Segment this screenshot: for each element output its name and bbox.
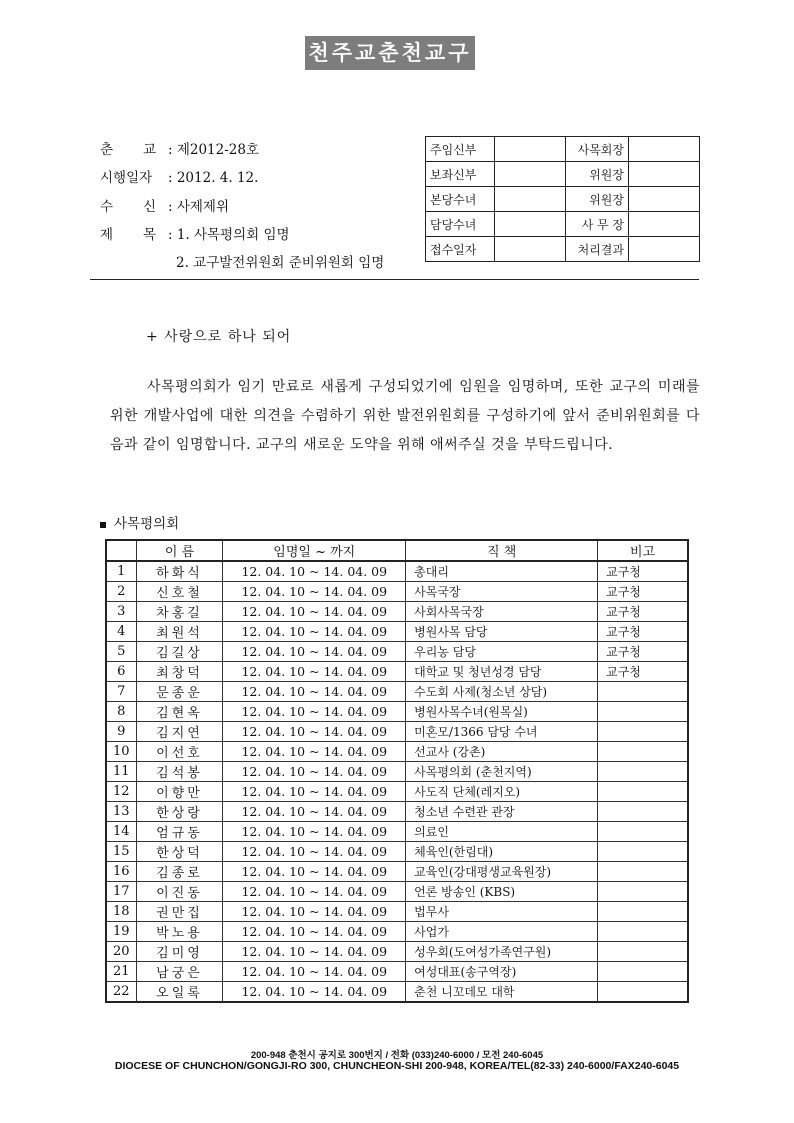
approval-label: 접수일자 [426,237,495,262]
approval-sign-box [629,187,700,212]
column-header: 직 책 [406,540,598,561]
member-name: 김지연 [136,722,223,742]
table-row [106,982,688,1003]
approval-sign-box [629,237,700,262]
recipient-label: 수 신 [100,199,156,215]
table-row [106,782,688,802]
approval-row [426,212,700,237]
date-row [100,166,258,186]
table-row [106,722,688,742]
approval-sign-box [495,162,566,187]
doc-number-row [100,138,259,158]
member-name: 김현옥 [136,702,223,722]
table-row [106,842,688,862]
row-number: 15 [106,842,136,862]
remark [598,962,688,982]
approval-sign-box [629,212,700,237]
term-period: 12. 04. 10 ~ 14. 04. 09 [223,682,406,702]
approval-label: 사 무 장 [566,212,629,237]
position: 우리농 담당 [406,642,598,662]
term-period: 12. 04. 10 ~ 14. 04. 09 [223,622,406,642]
approval-label: 주임신부 [426,137,495,162]
square-bullet-icon [100,522,106,528]
position: 청소년 수련관 관장 [406,802,598,822]
table-row [106,582,688,602]
remark [598,882,688,902]
approval-label: 위원장 [566,162,629,187]
table-row [106,862,688,882]
table-row [106,561,688,582]
row-number: 3 [106,602,136,622]
term-period: 12. 04. 10 ~ 14. 04. 09 [223,962,406,982]
row-number: 18 [106,902,136,922]
member-name: 하화식 [136,561,223,582]
date-label: 시행일자 [100,170,153,186]
row-number: 8 [106,702,136,722]
header-divider [90,279,699,280]
member-name: 김석봉 [136,762,223,782]
row-number: 21 [106,962,136,982]
position: 사목평의회 (춘천지역) [406,762,598,782]
row-number: 12 [106,782,136,802]
doc-number-label: 춘 교 [100,142,156,158]
position: 사도직 단체(레지오) [406,782,598,802]
table-row [106,882,688,902]
subject-label: 제 목 [100,227,156,243]
member-name: 박노용 [136,922,223,942]
approval-row [426,237,700,262]
term-period: 12. 04. 10 ~ 14. 04. 09 [223,822,406,842]
term-period: 12. 04. 10 ~ 14. 04. 09 [223,662,406,682]
remark [598,902,688,922]
member-name: 엄규동 [136,822,223,842]
position: 체육인(한림대) [406,842,598,862]
recipient: : 사제제위 [168,199,230,215]
table-row [106,802,688,822]
approval-label: 담당수녀 [426,212,495,237]
subject-line-1: : 1. 사목평의회 임명 [168,227,290,243]
row-number: 5 [106,642,136,662]
row-number: 19 [106,922,136,942]
approval-row [426,162,700,187]
table-row [106,762,688,782]
subject-row [100,223,290,243]
term-period: 12. 04. 10 ~ 14. 04. 09 [223,602,406,622]
approval-row [426,187,700,212]
member-name: 김미영 [136,942,223,962]
section-heading [100,512,179,532]
member-name: 최원석 [136,622,223,642]
row-number: 9 [106,722,136,742]
position: 언론 방송인 (KBS) [406,882,598,902]
approval-table [425,136,700,262]
position: 여성대표(송구역장) [406,962,598,982]
term-period: 12. 04. 10 ~ 14. 04. 09 [223,722,406,742]
column-header: 비고 [598,540,688,561]
approval-label: 위원장 [566,187,629,212]
term-period: 12. 04. 10 ~ 14. 04. 09 [223,942,406,962]
table-row [106,682,688,702]
term-period: 12. 04. 10 ~ 14. 04. 09 [223,862,406,882]
row-number: 1 [106,561,136,582]
remark: 교구청 [598,561,688,582]
remark [598,942,688,962]
position: 병원사목수녀(원목실) [406,702,598,722]
member-name: 오일록 [136,982,223,1003]
recipient-row [100,195,229,215]
remark [598,802,688,822]
position: 춘천 니꼬데모 대학 [406,982,598,1003]
term-period: 12. 04. 10 ~ 14. 04. 09 [223,582,406,602]
position: 대학교 및 청년성경 담당 [406,662,598,682]
member-name: 문종운 [136,682,223,702]
position: 사목국장 [406,582,598,602]
member-name: 한상덕 [136,842,223,862]
position: 병원사목 담당 [406,622,598,642]
greeting: + 사랑으로 하나 되어 [146,329,292,345]
table-row [106,962,688,982]
table-row [106,902,688,922]
member-name: 남궁은 [136,962,223,982]
row-number: 6 [106,662,136,682]
remark [598,922,688,942]
row-number: 16 [106,862,136,882]
table-row [106,622,688,642]
table-row [106,662,688,682]
row-number: 14 [106,822,136,842]
remark [598,742,688,762]
term-period: 12. 04. 10 ~ 14. 04. 09 [223,982,406,1003]
member-name: 김종로 [136,862,223,882]
section-title: 사목평의회 [114,516,180,532]
term-period: 12. 04. 10 ~ 14. 04. 09 [223,762,406,782]
row-number: 22 [106,982,136,1003]
approval-sign-box [495,187,566,212]
approval-sign-box [629,162,700,187]
member-name: 최창덕 [136,662,223,682]
term-period: 12. 04. 10 ~ 14. 04. 09 [223,782,406,802]
footer-address-korean: 200-948 춘천시 공지로 300번지 / 전화 (033)240-6000 / 모전 240-6045 [250,1050,544,1061]
remark [598,702,688,722]
position: 교육인(강대평생교육원장) [406,862,598,882]
term-period: 12. 04. 10 ~ 14. 04. 09 [223,922,406,942]
term-period: 12. 04. 10 ~ 14. 04. 09 [223,561,406,582]
member-name: 이진동 [136,882,223,902]
body-paragraph: 사목평의회가 임기 만료로 새롭게 구성되었기에 임원을 임명하며, 또한 교구의 미래를 위한 개발사업에 대한 의견을 수렴하기 위한 발전위원회를 구성하기에 앞서 준비위원회를 다음과 같이 임명합니다. 교구의 새로운 도약을 위해 애써주실 것을 부탁드립니다. [110,379,700,453]
position: 수도회 사제(청소년 상담) [406,682,598,702]
approval-label: 본당수녀 [426,187,495,212]
position: 사업가 [406,922,598,942]
member-name: 차홍길 [136,602,223,622]
approval-label: 보좌신부 [426,162,495,187]
row-number: 4 [106,622,136,642]
member-name: 이선호 [136,742,223,762]
member-name: 권만집 [136,902,223,922]
approval-sign-box [495,237,566,262]
remark: 교구청 [598,662,688,682]
term-period: 12. 04. 10 ~ 14. 04. 09 [223,902,406,922]
table-row [106,642,688,662]
row-number: 10 [106,742,136,762]
approval-label: 사목회장 [566,137,629,162]
table-row [106,922,688,942]
term-period: 12. 04. 10 ~ 14. 04. 09 [223,842,406,862]
table-row [106,602,688,622]
remark [598,982,688,1003]
term-period: 12. 04. 10 ~ 14. 04. 09 [223,882,406,902]
doc-number: : 제2012-28호 [168,142,260,158]
remark [598,782,688,802]
position: 사회사목국장 [406,602,598,622]
position: 선교사 (강촌) [406,742,598,762]
table-row [106,822,688,842]
table-row [106,702,688,722]
row-number: 11 [106,762,136,782]
subject-line-2: 2. 교구발전위원회 준비위원회 임명 [176,255,385,271]
position: 성우회(도여성가족연구원) [406,942,598,962]
remark [598,862,688,882]
subject-line-2-row [176,251,384,271]
column-header [106,540,136,561]
approval-sign-box [495,212,566,237]
remark: 교구청 [598,602,688,622]
remark [598,842,688,862]
approval-label: 처리결과 [566,237,629,262]
row-number: 17 [106,882,136,902]
table-row [106,742,688,762]
row-number: 20 [106,942,136,962]
approval-row [426,137,700,162]
row-number: 7 [106,682,136,702]
diocese-logo: 천주교춘천교구 [305,36,475,70]
remark [598,822,688,842]
member-name: 김길상 [136,642,223,662]
approval-sign-box [495,137,566,162]
position: 총대리 [406,561,598,582]
approval-sign-box [629,137,700,162]
term-period: 12. 04. 10 ~ 14. 04. 09 [223,642,406,662]
row-number: 13 [106,802,136,822]
council-members-table [105,539,689,1003]
term-period: 12. 04. 10 ~ 14. 04. 09 [223,742,406,762]
remark [598,682,688,702]
issue-date: : 2012. 4. 12. [168,170,259,186]
position: 미혼모/1366 담당 수녀 [406,722,598,742]
remark: 교구청 [598,642,688,662]
position: 법무사 [406,902,598,922]
row-number: 2 [106,582,136,602]
table-row [106,942,688,962]
column-header: 임명일 ~ 까지 [223,540,406,561]
footer-address-english: DIOCESE OF CHUNCHON/GONGJI-RO 300, CHUNCHEON-SHI 200-948, KOREA/TEL(82-33) 240-6000/FAX240-6045 [114,1060,680,1072]
remark: 교구청 [598,582,688,602]
column-header: 이 름 [136,540,223,561]
term-period: 12. 04. 10 ~ 14. 04. 09 [223,802,406,822]
member-name: 신호철 [136,582,223,602]
remark: 교구청 [598,622,688,642]
remark [598,722,688,742]
member-name: 이향만 [136,782,223,802]
remark [598,762,688,782]
position: 의료인 [406,822,598,842]
member-name: 한상랑 [136,802,223,822]
term-period: 12. 04. 10 ~ 14. 04. 09 [223,702,406,722]
